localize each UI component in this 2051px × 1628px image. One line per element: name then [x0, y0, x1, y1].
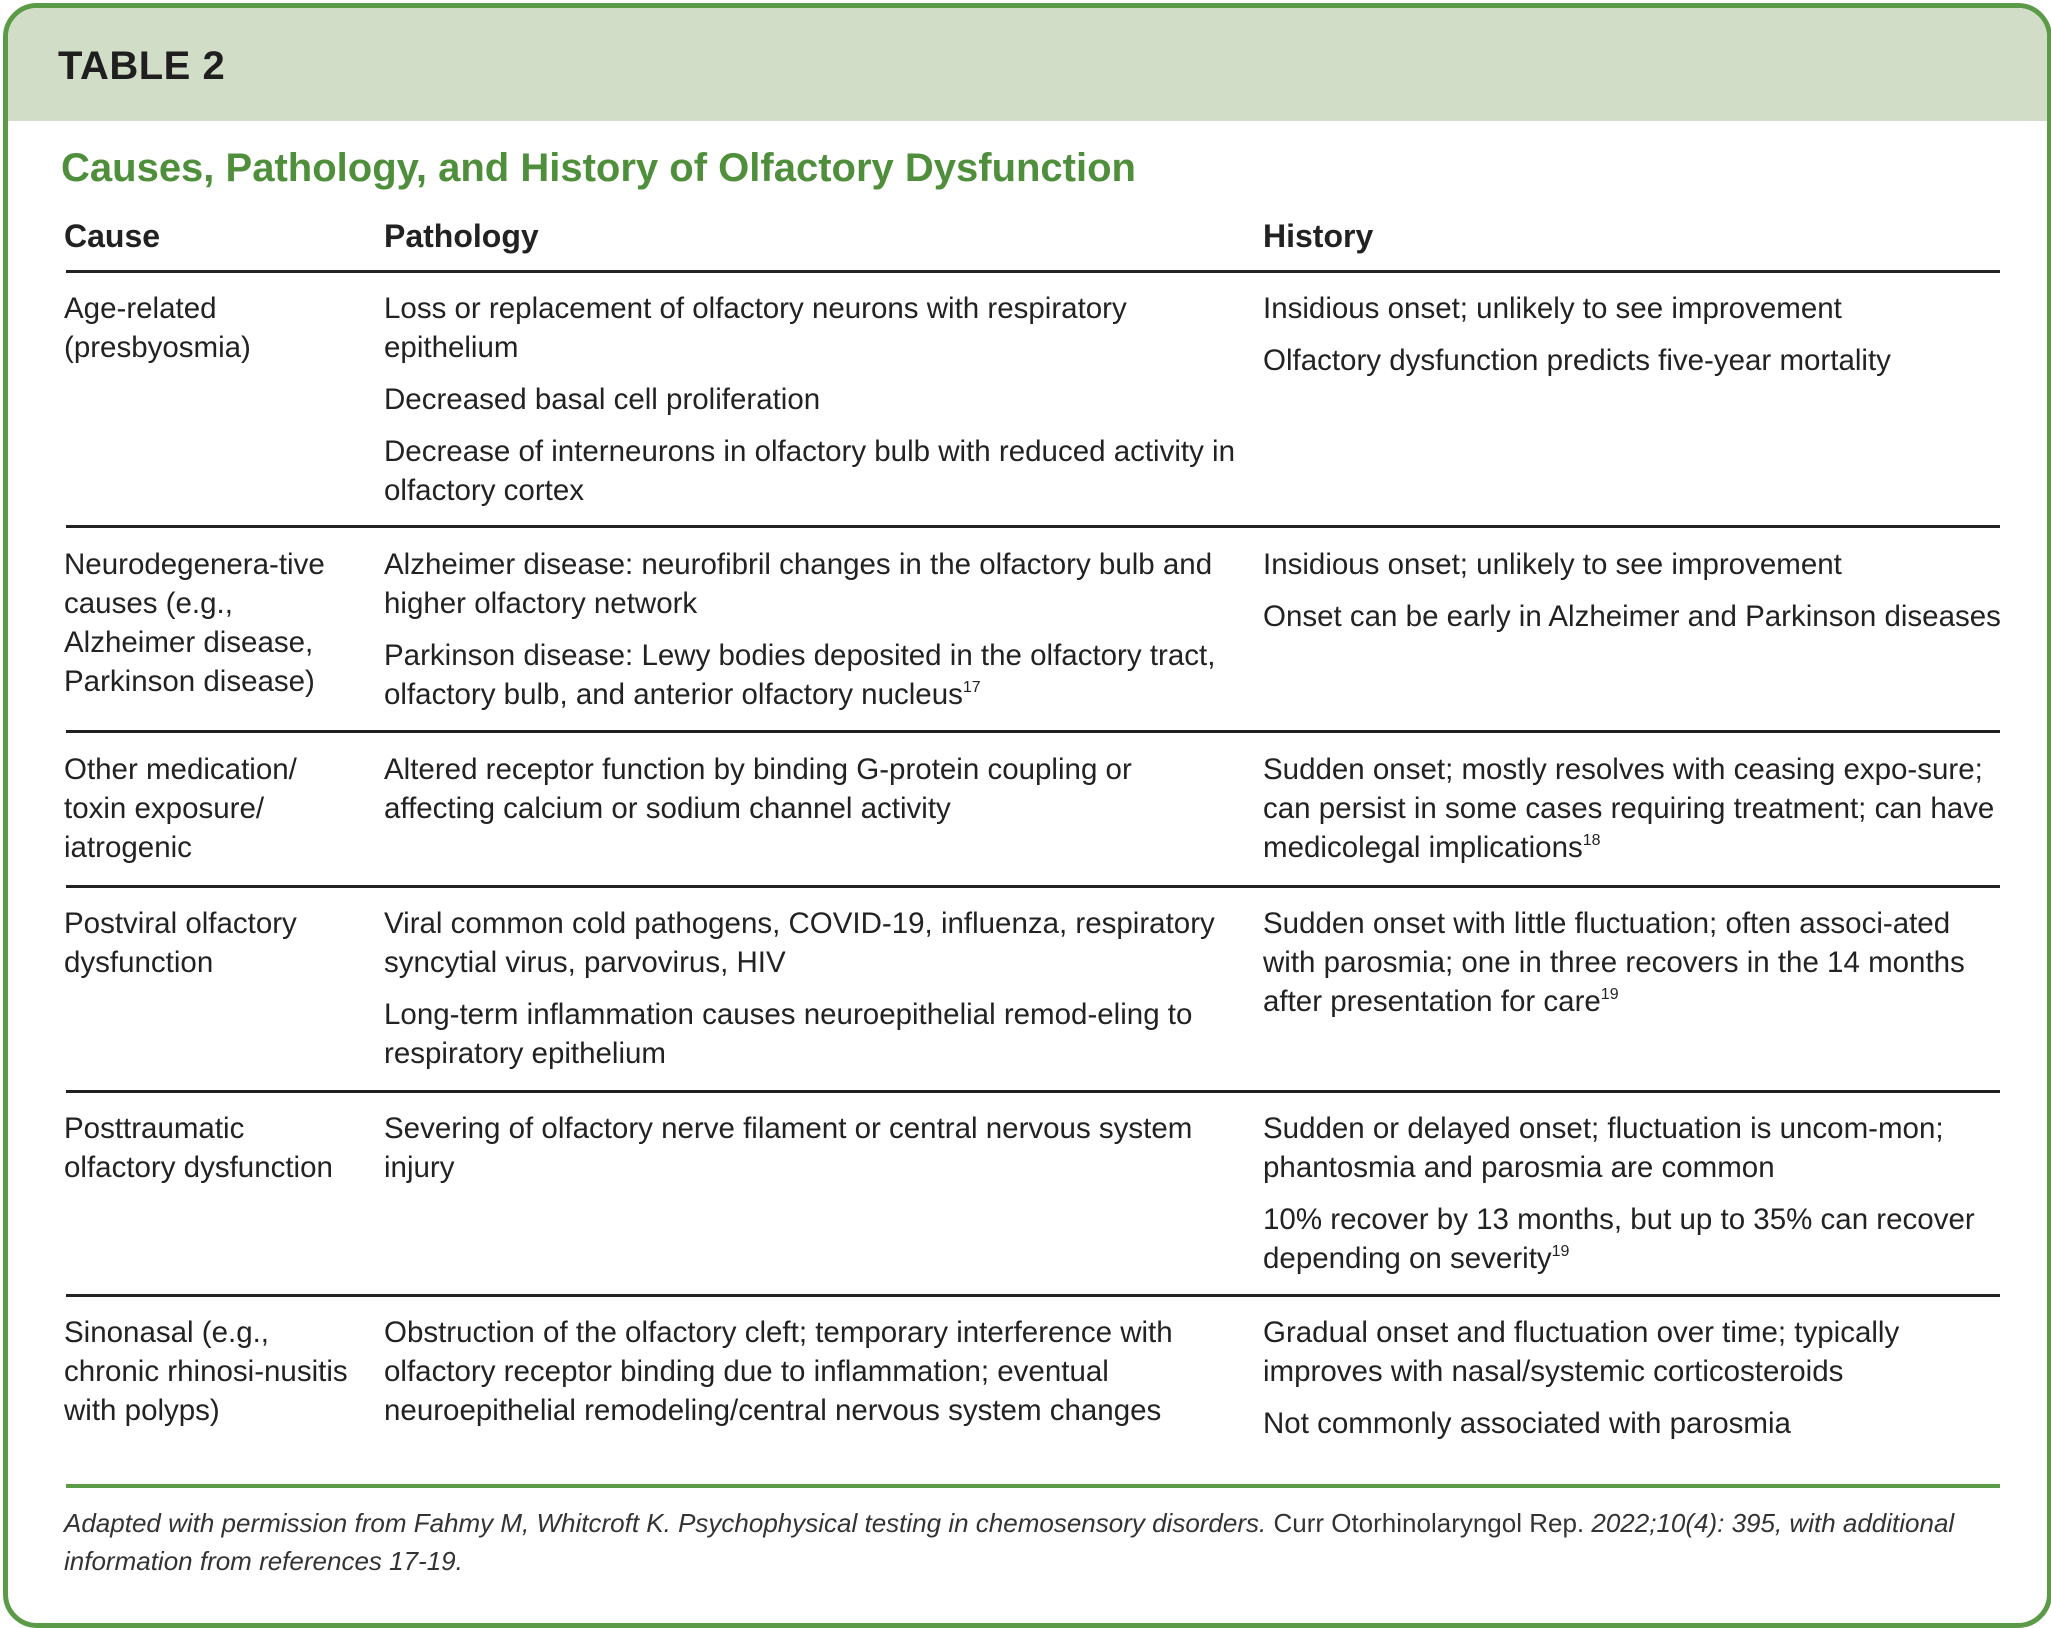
pathology-item: Altered receptor function by binding G-protein coupling or affecting calcium or sodium channel activity — [384, 753, 1132, 825]
pathology-item: Loss or replacement of olfactory neurons with respiratory epithelium — [384, 292, 1127, 364]
table-frame — [3, 3, 2051, 1628]
pathology-cell — [384, 545, 1244, 727]
cause-cell: Other medication/ toxin exposure/ iatrogenic — [64, 753, 297, 864]
pathology-item: Decrease of interneurons in olfactory bulb with reduced activity in olfactory cortex — [384, 435, 1236, 507]
pathology-item: Viral common cold pathogens, COVID-19, influenza, respiratory syncytial virus, parvovirus, HIV — [384, 907, 1215, 979]
header-rule — [66, 270, 2000, 273]
cause-cell: Posttraumatic olfactory dysfunction — [64, 1112, 333, 1184]
pathology-item: Decreased basal cell proliferation — [384, 383, 821, 416]
pathology-item: Severing of olfactory nerve filament or central nervous system injury — [384, 1112, 1193, 1184]
cause-cell: Neurodegenera-tive causes (e.g., Alzheimer disease, Parkinson disease) — [64, 548, 325, 698]
column-header-cause: Cause — [64, 218, 161, 254]
row-divider — [66, 1090, 2000, 1093]
history-item: Olfactory dysfunction predicts five-year mortality — [1263, 344, 1891, 377]
pathology-cell — [384, 1109, 1244, 1200]
cause-cell: Age-related (presbyosmia) — [64, 292, 251, 364]
table-bottom-rule — [66, 1484, 2000, 1488]
footnote-reference-details: 2022;10(4): 395, with additional information from references 17-19. — [64, 1508, 1955, 1576]
history-cell — [1263, 904, 2008, 1034]
history-item: Sudden onset; mostly resolves with ceasing expo-sure; can persist in some cases requiring treatment; can have medicolegal implications$^{18}$ — [1263, 753, 1995, 864]
history-cell — [1263, 1313, 2008, 1456]
footnote-citation: Adapted with permission from Fahmy M, Whitcroft K. Psychophysical testing in chemosensory disorders. — [64, 1508, 1267, 1538]
history-item: 10% recover by 13 months, but up to 35% can recover depending on severity$^{19}$ — [1263, 1203, 1975, 1275]
header-band — [8, 8, 2047, 121]
pathology-item: Parkinson disease: Lewy bodies deposited in the olfactory tract, olfactory bulb, and anterior olfactory nucleus$^{17}$ — [384, 639, 1216, 711]
history-cell — [1263, 1109, 2008, 1291]
cause-cell: Postviral olfactory dysfunction — [64, 907, 297, 979]
row-divider — [66, 730, 2000, 733]
row-divider — [66, 525, 2000, 528]
table-label: TABLE 2 — [58, 44, 226, 88]
row-divider — [66, 1294, 2000, 1297]
column-header-pathology: Pathology — [384, 218, 539, 254]
pathology-cell — [384, 750, 1244, 841]
history-cell — [1263, 545, 2008, 649]
history-item: Insidious onset; unlikely to see improvement — [1263, 548, 1842, 581]
history-item: Gradual onset and fluctuation over time; typically improves with nasal/systemic corticosteroids — [1263, 1316, 1900, 1388]
footnote-journal: Curr Otorhinolaryngol Rep. — [1266, 1508, 1585, 1538]
table-title: Causes, Pathology, and History of Olfactory Dysfunction — [61, 146, 1136, 190]
pathology-cell — [384, 904, 1244, 1086]
history-cell — [1263, 289, 2008, 393]
row-divider — [66, 885, 2000, 888]
pathology-item: Long-term inflammation causes neuroepithelial remod-eling to respiratory epithelium — [384, 998, 1193, 1070]
history-item: Onset can be early in Alzheimer and Parkinson diseases — [1263, 600, 2001, 633]
pathology-item: Obstruction of the olfactory cleft; temporary interference with olfactory receptor binding due to inflammation; eventual neuroepithelial remodeling/central nervous system changes — [384, 1316, 1173, 1427]
pathology-cell — [384, 289, 1244, 523]
source-footnote — [64, 1504, 2014, 1580]
column-header-history: History — [1263, 218, 1374, 254]
cause-cell: Sinonasal (e.g., chronic rhinosi-nusitis with polyps) — [64, 1316, 348, 1427]
history-item: Sudden onset with little fluctuation; often associ-ated with parosmia; one in three recovers in the 14 months after presentation for care$^{19}$ — [1263, 907, 1965, 1018]
pathology-cell — [384, 1313, 1244, 1443]
pathology-item: Alzheimer disease: neurofibril changes in the olfactory bulb and higher olfactory network — [384, 548, 1213, 620]
history-item: Not commonly associated with parosmia — [1263, 1407, 1791, 1440]
history-cell — [1263, 750, 2008, 880]
history-item: Insidious onset; unlikely to see improvement — [1263, 292, 1842, 325]
history-item: Sudden or delayed onset; fluctuation is uncom-mon; phantosmia and parosmia are common — [1263, 1112, 1944, 1184]
